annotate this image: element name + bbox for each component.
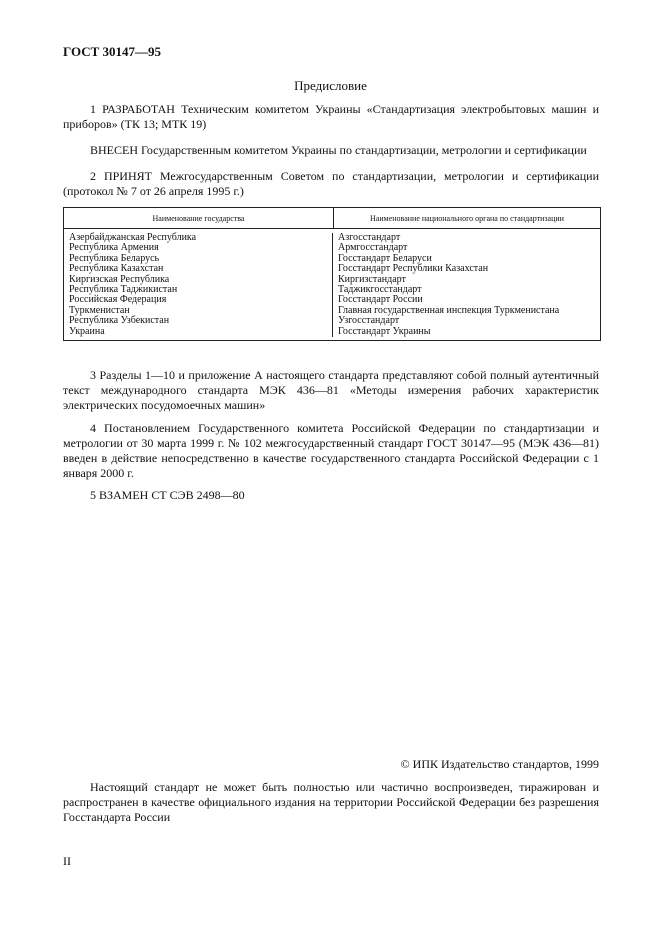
paragraph-5: 5 ВЗАМЕН СТ СЭВ 2498—80 [90, 488, 245, 502]
paragraph-4: 4 Постановлением Государственного комитета Российской Федерации по стандартизации и метрологии от 30 марта 1999 г. № 102 межгосударственный стандарт ГОСТ 30147—95 (МЭК 436—81) введен в действие непосредственно в качестве государственного стандарта Российской Федерации с 1 января 2000 г. [63, 421, 599, 480]
paragraph-1: 1 РАЗРАБОТАН Техническим комитетом Украины «Стандартизация электробытовых машин и приборов» (ТК 13; МТК 19) [63, 102, 599, 131]
state-cell: Российская Федерация [69, 294, 167, 306]
paragraph-1b: ВНЕСЕН Государственным комитетом Украины по стандартизации, метрологии и сертификации [90, 143, 587, 157]
body-cell: Госстандарт Беларуси [338, 252, 432, 264]
body-cell: Таджикгосстандарт [338, 284, 422, 296]
body-cell: Госстандарт России [338, 294, 423, 306]
body-cell: Азгосстандарт [338, 232, 401, 243]
state-cell: Туркменистан [69, 304, 130, 316]
body-cell: Госстандарт Украины [338, 325, 431, 337]
table-header-state: Наименование государства [64, 208, 334, 228]
state-column [64, 233, 333, 337]
body-cell: Узгосстандарт [338, 315, 400, 327]
body-cell: Армгосстандарт [338, 242, 408, 254]
copyright: © ИПК Издательство стандартов, 1999 [400, 757, 599, 771]
state-cell: Республика Казахстан [69, 263, 164, 275]
page-title: Предисловие [294, 78, 367, 93]
table-header [64, 208, 600, 229]
table-body [64, 229, 600, 340]
states-table [63, 207, 601, 341]
state-cell: Украина [69, 325, 105, 337]
page-number: II [63, 854, 71, 868]
state-cell: Республика Таджикистан [69, 284, 178, 296]
paragraph-2: 2 ПРИНЯТ Межгосударственным Советом по стандартизации, метрологии и сертификации (протокол № 7 от 26 апреля 1995 г.) [63, 169, 599, 198]
body-column [333, 233, 600, 337]
footer-notice: Настоящий стандарт не может быть полностью или частично воспроизведен, тиражирован и распространен в качестве официального издания на территории Российской Федерации без разрешения Госстандарта России [63, 780, 599, 824]
state-cell: Киргизская Республика [69, 273, 170, 285]
body-cell: Киргизстандарт [338, 273, 406, 285]
state-cell: Республика Беларусь [69, 252, 160, 264]
body-cell: Главная государственная инспекция Туркменистана [338, 304, 560, 316]
table-header-body: Наименование национального органа по стандартизации [370, 213, 564, 223]
paragraph-3: 3 Разделы 1—10 и приложение А настоящего стандарта представляют собой полный аутентичный текст международного стандарта МЭК 436—81 «Методы измерения рабочих характеристик электрических посудомоечных машин» [63, 368, 599, 412]
state-cell: Республика Узбекистан [69, 315, 170, 327]
document-code: ГОСТ 30147—95 [63, 44, 162, 59]
state-cell: Азербайджанская Республика [69, 232, 197, 243]
body-cell: Госстандарт Республики Казахстан [338, 263, 489, 275]
state-cell: Республика Армения [69, 242, 159, 254]
